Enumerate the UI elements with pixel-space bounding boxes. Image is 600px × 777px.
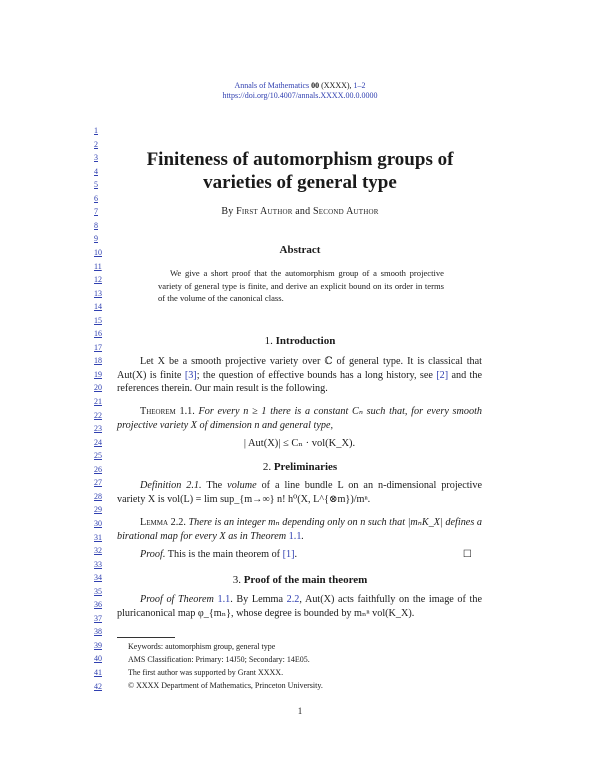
- lemma-2-2-ref-link[interactable]: 2.2: [286, 594, 300, 605]
- footnote-grant: The first author was supported by Grant XXXX.: [128, 668, 284, 677]
- line-number[interactable]: 6: [94, 193, 98, 203]
- definition-label: Definition 2.1.: [140, 480, 202, 491]
- intro-text-a: Let X be a smooth projective variety over ℂ of general type. It is classical that Aut(X) is finite: [117, 356, 482, 381]
- line-number[interactable]: 2: [94, 139, 98, 149]
- definition-2-1: [117, 479, 482, 506]
- line-number[interactable]: 1: [94, 126, 98, 135]
- line-number[interactable]: 18: [94, 356, 102, 366]
- lemma-label: Lemma 2.2.: [140, 517, 186, 528]
- qed-square-icon: ☐: [462, 549, 472, 560]
- lemma-2-2: [117, 516, 482, 543]
- main-proof-label: Proof of Theorem: [140, 594, 214, 605]
- line-number[interactable]: 25: [94, 451, 102, 461]
- journal-year: (XXXX),: [321, 81, 352, 90]
- proof-lemma: [117, 548, 482, 562]
- main-proof-text-b: , Aut(X) acts faithfully on the image of the pluricanonical map φ_{mₙ}, whose degree is bounded by mₙⁿ vol(K_X).: [117, 594, 482, 619]
- section-3-number: 3.: [232, 574, 241, 586]
- footnote-ams: AMS Classification: Primary: 14J50; Secondary: 14E05.: [128, 655, 310, 664]
- proof-text-b: .: [294, 549, 298, 560]
- title-line-1: Finiteness of automorphism groups of: [146, 149, 454, 170]
- section-2-title: Preliminaries: [273, 461, 338, 473]
- title-line-2: varieties of general type: [203, 172, 397, 193]
- by-word: By: [221, 206, 234, 217]
- line-number[interactable]: 5: [94, 180, 98, 190]
- line-number[interactable]: 26: [94, 464, 102, 474]
- theorem-text: For every n ≥ 1 there is a constant Cₙ such that, for every smooth projective variety X of dimension n and general type,: [117, 406, 482, 431]
- definition-text-b: of a line bundle L on an n-dimensional projective variety X is vol(L) = lim sup_{m→∞} n! h⁰(X, L^{⊗m})/mⁿ.: [117, 480, 482, 505]
- lemma-text-a: There is an integer mₙ depending only on n such that |mₙK_X| defines a birational map for every X as in Theorem: [117, 517, 482, 542]
- cite-1-link[interactable]: [1]: [282, 549, 295, 560]
- line-number[interactable]: 11: [94, 261, 102, 271]
- second-author: Second Author: [313, 206, 379, 217]
- intro-paragraph: [117, 355, 482, 396]
- line-number[interactable]: 29: [94, 505, 102, 515]
- main-proof-text-a: . By Lemma: [230, 594, 287, 605]
- and-word: and: [295, 206, 311, 217]
- line-number[interactable]: 9: [94, 234, 98, 244]
- line-number[interactable]: 17: [94, 342, 102, 352]
- line-number[interactable]: 30: [94, 518, 102, 528]
- line-number[interactable]: 38: [94, 627, 102, 637]
- line-number[interactable]: 19: [94, 369, 102, 379]
- line-number[interactable]: 27: [94, 478, 102, 488]
- section-3-title: Proof of the main theorem: [243, 574, 368, 586]
- line-number[interactable]: 24: [94, 437, 102, 447]
- journal-pages-link[interactable]: 1–2: [353, 81, 366, 90]
- main-proof-paragraph: [117, 593, 482, 620]
- proof-label: Proof.: [140, 549, 166, 560]
- definition-term: volume: [227, 480, 257, 491]
- line-number[interactable]: 32: [94, 546, 102, 556]
- line-number[interactable]: 8: [94, 220, 98, 230]
- theorem-1-1-proof-ref-link[interactable]: 1.1: [217, 594, 231, 605]
- footnote-copyright: © XXXX Department of Mathematics, Princeton University.: [128, 681, 323, 690]
- journal-header: [0, 81, 600, 101]
- journal-volume: 00: [311, 81, 320, 90]
- theorem-1-1: [117, 405, 482, 432]
- line-number[interactable]: 12: [94, 275, 102, 285]
- line-number[interactable]: 10: [94, 247, 102, 257]
- main-inequality: | Aut(X)| ≤ Cₙ · vol(K_X).: [243, 438, 356, 449]
- cite-3-link[interactable]: [3]: [184, 369, 197, 381]
- line-number[interactable]: 41: [94, 668, 102, 677]
- line-number[interactable]: 35: [94, 586, 102, 596]
- abstract-heading: Abstract: [279, 244, 321, 256]
- line-number[interactable]: 39: [94, 640, 102, 650]
- line-number[interactable]: 37: [94, 613, 102, 623]
- lemma-text-b: .: [301, 530, 304, 542]
- paper-title: [110, 148, 490, 194]
- section-1-title: Introduction: [275, 335, 336, 347]
- journal-name-link[interactable]: Annals of Mathematics: [234, 81, 310, 90]
- line-number[interactable]: 13: [94, 288, 102, 298]
- intro-text-c: and the references therein. Our main result is the following.: [117, 369, 483, 394]
- page-number: 1: [297, 706, 303, 716]
- line-number[interactable]: 40: [94, 654, 102, 664]
- line-number[interactable]: 15: [94, 315, 102, 325]
- line-number[interactable]: 16: [94, 329, 102, 339]
- line-number[interactable]: 34: [94, 573, 102, 583]
- author-line: [110, 206, 490, 217]
- section-2-heading: [110, 461, 490, 473]
- doi-link[interactable]: https://doi.org/10.4007/annals.XXXX.00.0.0000: [222, 91, 378, 100]
- definition-text-a: The: [206, 480, 228, 491]
- line-number[interactable]: 42: [94, 681, 102, 691]
- section-1-number: 1.: [264, 335, 273, 347]
- section-1-heading: [110, 335, 490, 347]
- theorem-1-1-ref-link[interactable]: 1.1: [288, 530, 302, 542]
- footnote-rule: [117, 637, 175, 638]
- first-author: First Author: [236, 206, 293, 217]
- line-number[interactable]: 23: [94, 424, 102, 434]
- intro-text-b: ; the question of effective bounds has a long history, see: [196, 369, 437, 381]
- line-number[interactable]: 20: [94, 383, 102, 393]
- section-2-number: 2.: [262, 461, 272, 473]
- line-number[interactable]: 31: [94, 532, 102, 542]
- line-number[interactable]: 28: [94, 491, 102, 501]
- cite-2-link[interactable]: [2]: [436, 369, 449, 381]
- line-number[interactable]: 33: [94, 559, 102, 569]
- abstract-text: We give a short proof that the automorphism group of a smooth projective variety of general type is finite, and derive an explicit bound on its order in terms of the volume of the canonical class.: [158, 268, 444, 303]
- line-number[interactable]: 36: [94, 600, 102, 610]
- footnote-keywords: Keywords: automorphism group, general type: [128, 642, 276, 651]
- line-number[interactable]: 22: [94, 410, 102, 420]
- theorem-label: Theorem 1.1.: [140, 406, 195, 417]
- line-number[interactable]: 4: [94, 166, 98, 176]
- line-number[interactable]: 7: [94, 207, 98, 217]
- line-number[interactable]: 3: [94, 153, 98, 163]
- line-number[interactable]: 14: [94, 302, 102, 312]
- line-number[interactable]: 21: [94, 397, 102, 406]
- section-3-heading: [110, 574, 490, 586]
- proof-text-a: This is the main theorem of: [167, 549, 283, 560]
